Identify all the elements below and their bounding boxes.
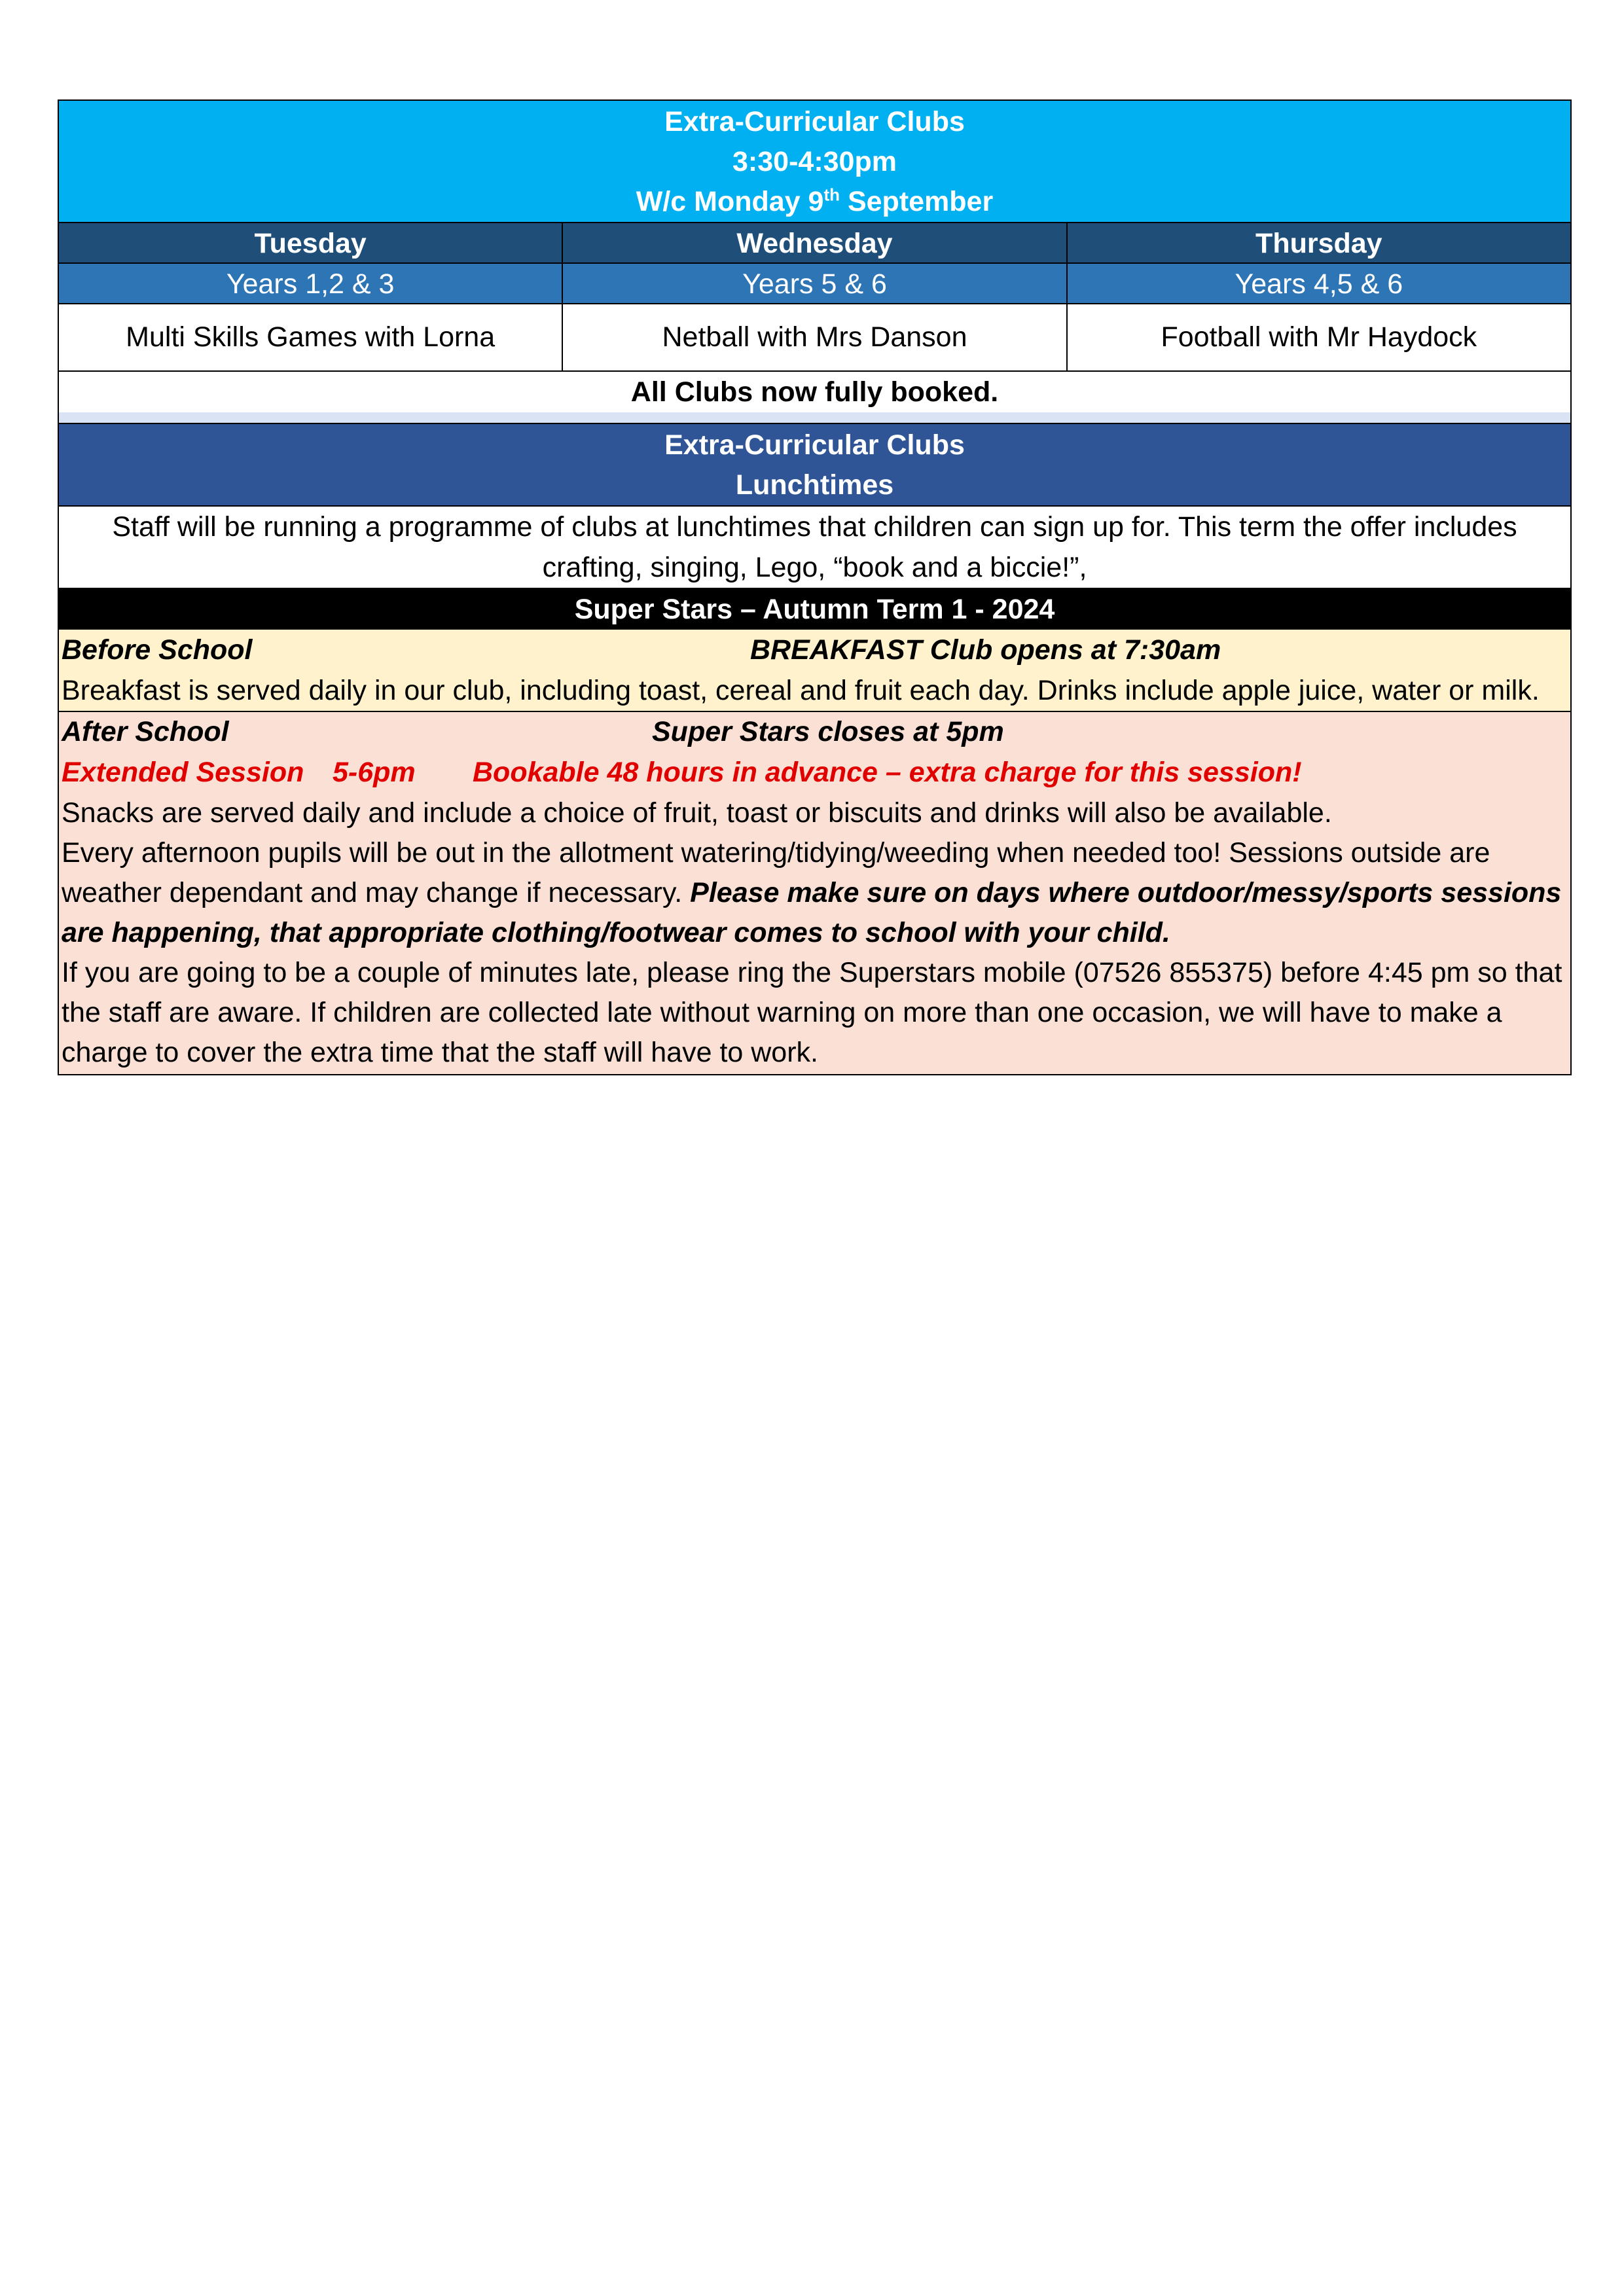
clubs-time: 3:30-4:30pm	[732, 146, 897, 177]
after-school-section	[59, 712, 1570, 1074]
extended-session-line	[62, 753, 1568, 793]
booked-notice-row	[59, 372, 1570, 412]
club-thursday	[1066, 304, 1570, 370]
extended-session-label: Extended Session	[62, 757, 304, 788]
clubs-header	[59, 101, 1570, 223]
extended-session-time: 5-6pm	[333, 757, 416, 788]
super-stars-closing-time: Super Stars closes at 5pm	[652, 716, 1004, 747]
lunchtime-subtitle: Lunchtimes	[735, 469, 894, 501]
late-collection-notice: If you are going to be a couple of minutes late, please ring the Superstars mobile (07526 855375) before 4:45 pm so that the staff are aware. If children are collected late without warning on more than one occasion, we will have to make a charge to cover the extra time that the staff will have to work.	[62, 957, 1562, 1068]
clothing-reminder: Please make sure on days where outdoor/messy/sports sessions are happening, that appropriate clothing/footwear comes to school with your child.	[62, 877, 1562, 948]
club-tuesday	[59, 304, 562, 370]
snacks-description: Snacks are served daily and include a choice of fruit, toast or biscuits and drinks will also be available.	[62, 797, 1332, 829]
day-wednesday: Wednesday	[562, 223, 1066, 262]
day-tuesday: Tuesday	[254, 228, 367, 259]
day-header-row	[59, 223, 1570, 264]
years-row	[59, 264, 1570, 304]
clubs-title: Extra-Curricular Clubs	[664, 106, 965, 137]
years-tuesday: Years 1,2 & 3	[226, 268, 395, 300]
week-suffix: September	[840, 186, 994, 217]
section-divider	[59, 412, 1570, 424]
lunchtime-header	[59, 424, 1570, 507]
club-tuesday-label: Multi Skills Games with Lorna	[126, 321, 496, 353]
club-row	[59, 304, 1570, 372]
allotment-paragraph	[62, 833, 1568, 953]
lunchtime-title: Extra-Curricular Clubs	[664, 429, 965, 461]
allotment-description: Every afternoon pupils will be out in the allotment watering/tidying/weeding when needed too! Sessions outside are weather dependant and may change if necessary.	[62, 837, 1490, 908]
lunchtime-description: Staff will be running a programme of clubs at lunchtimes that children can sign up for. This term the offer includes crafting, singing, Lego, “book and a biccie!”,	[112, 511, 1517, 583]
day-thursday: Thursday	[1066, 223, 1570, 262]
before-school-heading	[62, 630, 1568, 670]
club-wednesday	[562, 304, 1066, 370]
week-ordinal: th	[823, 185, 840, 205]
breakfast-description: Breakfast is served daily in our club, including toast, cereal and fruit each day. Drinks include apple juice, water or milk.	[62, 675, 1540, 706]
clubs-timetable	[58, 99, 1572, 1075]
week-commencing	[59, 182, 1570, 222]
years-wednesday: Years 5 & 6	[562, 264, 1066, 303]
before-school-section	[59, 630, 1570, 712]
lunchtime-description-row	[59, 507, 1570, 589]
after-school-heading	[62, 712, 1568, 753]
extended-session-note: Bookable 48 hours in advance – extra charge for this session!	[473, 757, 1302, 788]
super-stars-header	[59, 589, 1570, 630]
breakfast-club-title: BREAKFAST Club opens at 7:30am	[750, 634, 1221, 666]
before-school-label: Before School	[62, 634, 253, 666]
week-prefix: W/c Monday 9	[636, 186, 824, 217]
after-school-label: After School	[62, 716, 229, 747]
club-thursday-label: Football with Mr Haydock	[1161, 321, 1477, 353]
super-stars-heading: Super Stars – Autumn Term 1 - 2024	[574, 594, 1055, 625]
years-thursday: Years 4,5 & 6	[1066, 264, 1570, 303]
club-wednesday-label: Netball with Mrs Danson	[662, 321, 967, 353]
booked-notice: All Clubs now fully booked.	[630, 376, 999, 408]
